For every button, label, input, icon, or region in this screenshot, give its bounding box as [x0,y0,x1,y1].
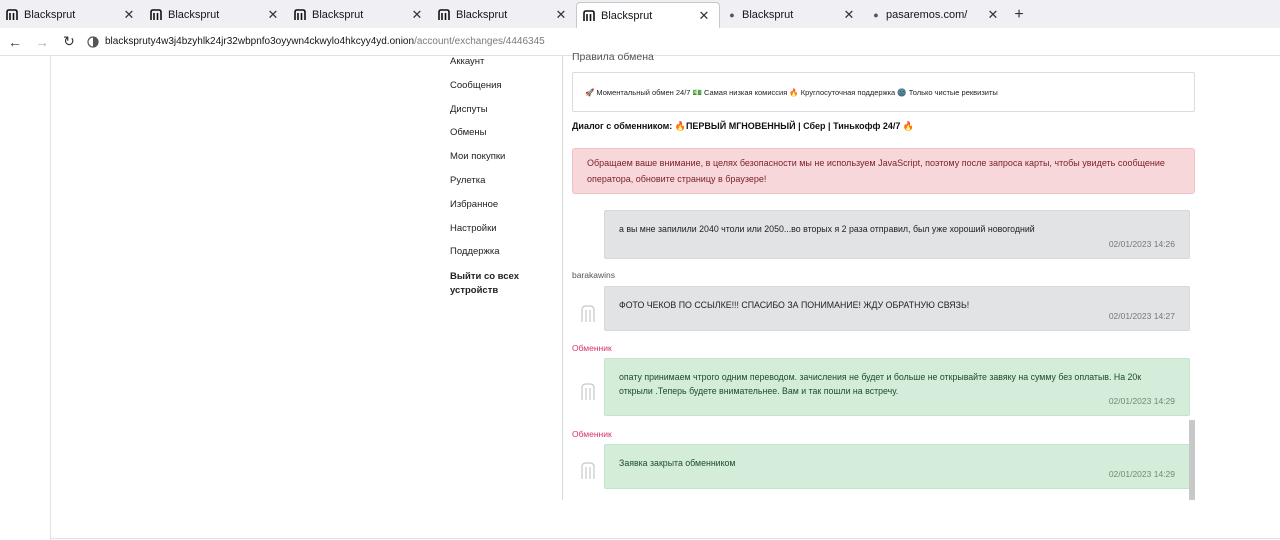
close-tab-icon[interactable]: ✕ [411,7,423,22]
close-tab-icon[interactable]: ✕ [123,7,135,22]
logout-line-1: Выйти со всех [450,271,520,283]
sidebar-item-disputes[interactable]: Диспуты [450,103,488,115]
browser-tab[interactable] [0,2,144,28]
url-path: /account/exchanges/4446345 [414,36,545,47]
security-alert: Обращаем ваше внимание, в целях безопасности мы не используем JavaScript, поэтому после запроса карты, чтобы увидеть сообщение оператора, обновите страницу в браузере! [572,148,1195,194]
chat-message [604,286,1190,331]
sidebar-divider [562,56,563,500]
message-time: 02/01/2023 14:29 [1108,469,1175,479]
tab-title: Blacksprut [742,9,794,21]
close-tab-icon[interactable]: ✕ [555,7,567,22]
sidebar-item-settings[interactable]: Настройки [450,222,497,234]
close-tab-icon[interactable]: ✕ [698,7,710,23]
sidebar-item-roulette[interactable]: Рулетка [450,174,486,186]
blacksprut-logo-icon [150,9,162,21]
message-text: опату принимаем чтрого одним переводом. зачисления не будет и больше не открывайте завяку на сумму без оплатыв. На 20к открыли .Теперь будете внимательнее. Вам и так пошли на встречу. [619,372,1142,396]
blacksprut-avatar-icon [581,305,595,323]
tab-title: Blacksprut [601,9,653,22]
url-bar[interactable] [87,30,1280,54]
page-border [50,56,51,540]
new-tab-button[interactable]: + [1014,6,1024,23]
logout-all-devices-link[interactable] [450,270,560,297]
sidebar-item-messages[interactable]: Сообщения [450,79,502,91]
message-text: Заявка закрыта обменником [619,458,736,468]
dot-icon: ● [873,10,879,20]
message-time: 02/01/2023 14:27 [1108,311,1175,321]
blacksprut-avatar-icon [581,462,595,480]
tab-title: Blacksprut [168,9,220,21]
chat-message [604,358,1190,416]
browser-tab[interactable] [288,2,432,28]
dialog-heading [572,121,914,132]
sidebar-item-account[interactable]: Аккаунт [450,56,485,67]
rules-box [572,72,1195,112]
rules-text: 🚀 Моментальный обмен 24/7 💵 Самая низкая комиссия 🔥 Круглосуточная поддержка 🌚 Только чистые реквизиты [585,88,998,97]
reload-button[interactable]: ↻ [63,33,75,49]
tab-title: Blacksprut [312,9,364,21]
sidebar-item-exchanges[interactable]: Обмены [450,127,487,139]
account-sidebar [450,56,560,297]
url-host: blacksprutу4w3j4bzyhlk24jr32wbpnfo3oyywn4ckwylo4hkcyy4yd.onion [105,36,415,47]
browser-tab[interactable] [720,2,864,28]
page-border [50,538,1280,539]
blacksprut-logo-icon [294,9,306,21]
message-author: Обменник [572,343,612,353]
message-text: ФОТО ЧЕКОВ ПО ССЫЛКЕ!!! СПАСИБО ЗА ПОНИМАНИЕ! ЖДУ ОБРАТНУЮ СВЯЗЬ! [619,300,970,310]
message-time: 02/01/2023 14:29 [1108,396,1175,406]
page-content [0,51,1280,540]
sidebar-item-support[interactable]: Поддержка [450,246,500,258]
back-button[interactable]: ← [8,33,22,50]
browser-tab[interactable] [144,2,288,28]
close-tab-icon[interactable]: ✕ [987,7,999,22]
blacksprut-avatar-icon [581,383,595,401]
close-tab-icon[interactable]: ✕ [267,7,279,22]
browser-tab-active[interactable] [576,2,720,28]
message-text: а вы мне запилили 2040 чтоли или 2050...во вторых я 2 раза отправил, был уже хороший новогодний [619,224,1035,234]
sidebar-item-purchases[interactable]: Мои покупки [450,151,506,163]
browser-tab[interactable] [864,2,1008,28]
tab-title: pasaremos.com/ [886,9,968,21]
forward-button[interactable]: → [35,33,49,50]
chat-message [604,210,1190,259]
chat-scrollbar[interactable] [1189,420,1195,500]
exchanger-name: 🔥ПЕРВЫЙ МГНОВЕННЫЙ | Сбер | Тинькофф 24/7 🔥 [674,121,915,131]
blacksprut-logo-icon [583,10,595,22]
message-time: 02/01/2023 14:26 [1108,239,1175,249]
logout-line-2: устройств [450,284,499,296]
chat-message [604,444,1190,489]
blacksprut-logo-icon [438,9,450,21]
blacksprut-logo-icon [6,9,18,21]
close-tab-icon[interactable]: ✕ [843,7,855,22]
browser-tab[interactable] [432,2,576,28]
onion-site-icon [87,36,99,48]
message-author: barakawins [572,270,615,280]
message-author: Обменник [572,429,612,439]
tab-title: Blacksprut [24,9,76,21]
sidebar-item-favorites[interactable]: Избранное [450,198,499,210]
tab-bar [0,0,1280,28]
dot-icon: ● [729,10,735,20]
rules-title: Правила обмена [572,51,654,63]
dialog-label: Диалог с обменником: [572,121,673,131]
tab-title: Blacksprut [456,9,508,21]
